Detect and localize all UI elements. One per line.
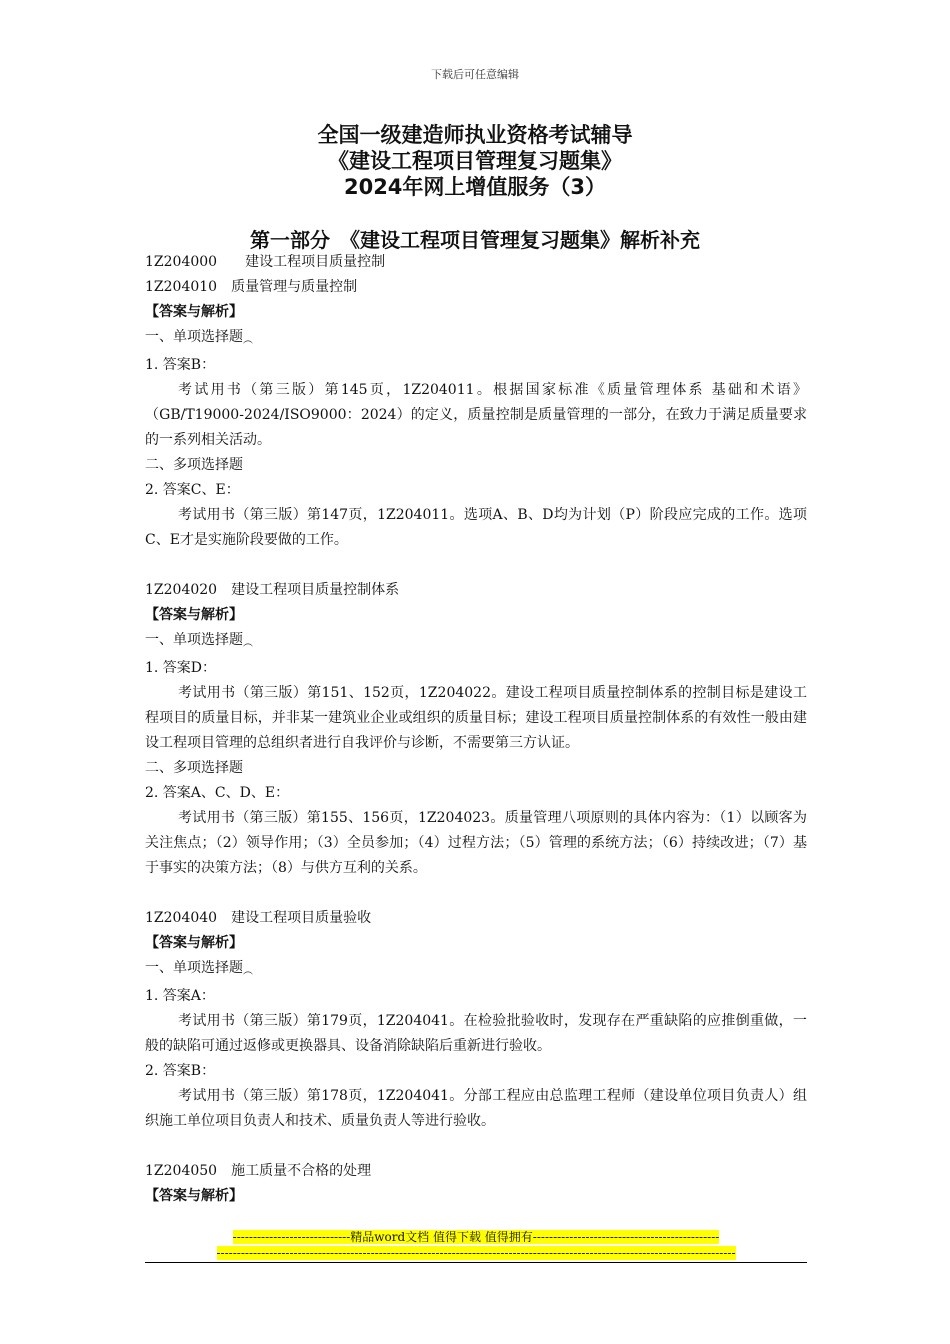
answer-label: 1. 答案B： (145, 357, 216, 373)
answer-explanation: 考试用书（第三版）第155、156页，1Z204023。质量管理八项原则的具体内容为：（1）以顾客为关注焦点；（2）领导作用；（3）全员参加；（4）过程方法；（5）管理的系统方法；（6）持续改进；（7）基于事实的决策方法；（8）与供方互利的关系。 (145, 810, 807, 876)
section-code: 1Z204040 (145, 910, 218, 926)
document-title (0, 122, 950, 200)
section-heading (145, 906, 807, 931)
title-line-1: 全国一级建造师执业资格考试辅导 (317, 123, 633, 147)
answer-label: 1. 答案D： (145, 660, 217, 676)
page-footer (145, 1229, 807, 1261)
answer-explanation: 考试用书（第三版）第145页，1Z204011。根据国家标准《质量管理体系 基础和术语》（GB/T19000-2024/ISO9000：2024）的定义，质量控制是质量管理的一部分，在致力于满足质量要求的一系列相关活动。 (145, 382, 807, 448)
question-type: 一、单项选择题︵ (145, 632, 251, 649)
section-code: 1Z204020 (145, 582, 218, 598)
section-name: 施工质量不合格的处理 (231, 1163, 372, 1179)
answer-explanation: 考试用书（第三版）第179页，1Z204041。在检验批验收时，发现存在严重缺陷的应推倒重做，一般的缺陷可通过返修或更换器具、设备消除缺陷后重新进行验收。 (145, 1013, 807, 1054)
question-type: 二、多项选择题 (145, 457, 243, 473)
chapter-name: 建设工程项目质量控制 (245, 254, 386, 270)
title-line-2: 《建设工程项目管理复习题集》 (328, 149, 622, 173)
section-heading (145, 275, 807, 300)
section-heading (145, 1159, 807, 1184)
section-code: 1Z204050 (145, 1163, 218, 1179)
footer-rule (145, 1262, 807, 1263)
chapter-heading (145, 250, 807, 275)
answer-label: 2. 答案A、C、D、E： (145, 785, 290, 801)
answer-explanation: 考试用书（第三版）第151、152页，1Z204022。建设工程项目质量控制体系的控制目标是建设工程项目的质量目标，并非某一建筑业企业或组织的质量目标；建设工程项目质量控制体系的有效性一般由建设工程项目管理的总组织者进行自我评价与诊断，不需要第三方认证。 (145, 685, 807, 751)
question-type: 一、单项选择题︵ (145, 329, 251, 346)
footer-banner: -----------------------------精品word文档 值得下载 值得拥有---------------------------------------------- (232, 1230, 720, 1244)
part-title: 第一部分 《建设工程项目管理复习题集》解析补充 (250, 228, 700, 252)
footer-dashes: -------------------------------------------------------------------------------------------------------------------------------- (216, 1246, 736, 1260)
document-body (145, 250, 807, 1209)
chapter-code: 1Z204000 (145, 254, 218, 270)
section-code: 1Z204010 (145, 279, 218, 295)
answer-heading: 【答案与解析】 (145, 935, 243, 951)
answer-heading: 【答案与解析】 (145, 1188, 243, 1204)
section-name: 建设工程项目质量控制体系 (231, 582, 400, 598)
answer-heading: 【答案与解析】 (145, 304, 243, 320)
section-name: 质量管理与质量控制 (231, 279, 358, 295)
question-type: 一、单项选择题︵ (145, 960, 251, 977)
section-heading (145, 578, 807, 603)
question-type: 二、多项选择题 (145, 760, 243, 776)
answer-explanation: 考试用书（第三版）第178页，1Z204041。分部工程应由总监理工程师（建设单位项目负责人）组织施工单位项目负责人和技术、质量负责人等进行验收。 (145, 1088, 807, 1129)
title-line-3: 2024年网上增值服务（3） (343, 175, 607, 199)
section-name: 建设工程项目质量验收 (231, 910, 372, 926)
answer-explanation: 考试用书（第三版）第147页，1Z204011。选项A、B、D均为计划（P）阶段应完成的工作。选项C、E才是实施阶段要做的工作。 (145, 507, 807, 548)
answer-label: 2. 答案B： (145, 1063, 216, 1079)
answer-label: 1. 答案A： (145, 988, 215, 1004)
answer-heading: 【答案与解析】 (145, 607, 243, 623)
page-header: 下载后可任意编辑 (431, 68, 519, 81)
answer-label: 2. 答案C、E： (145, 482, 240, 498)
